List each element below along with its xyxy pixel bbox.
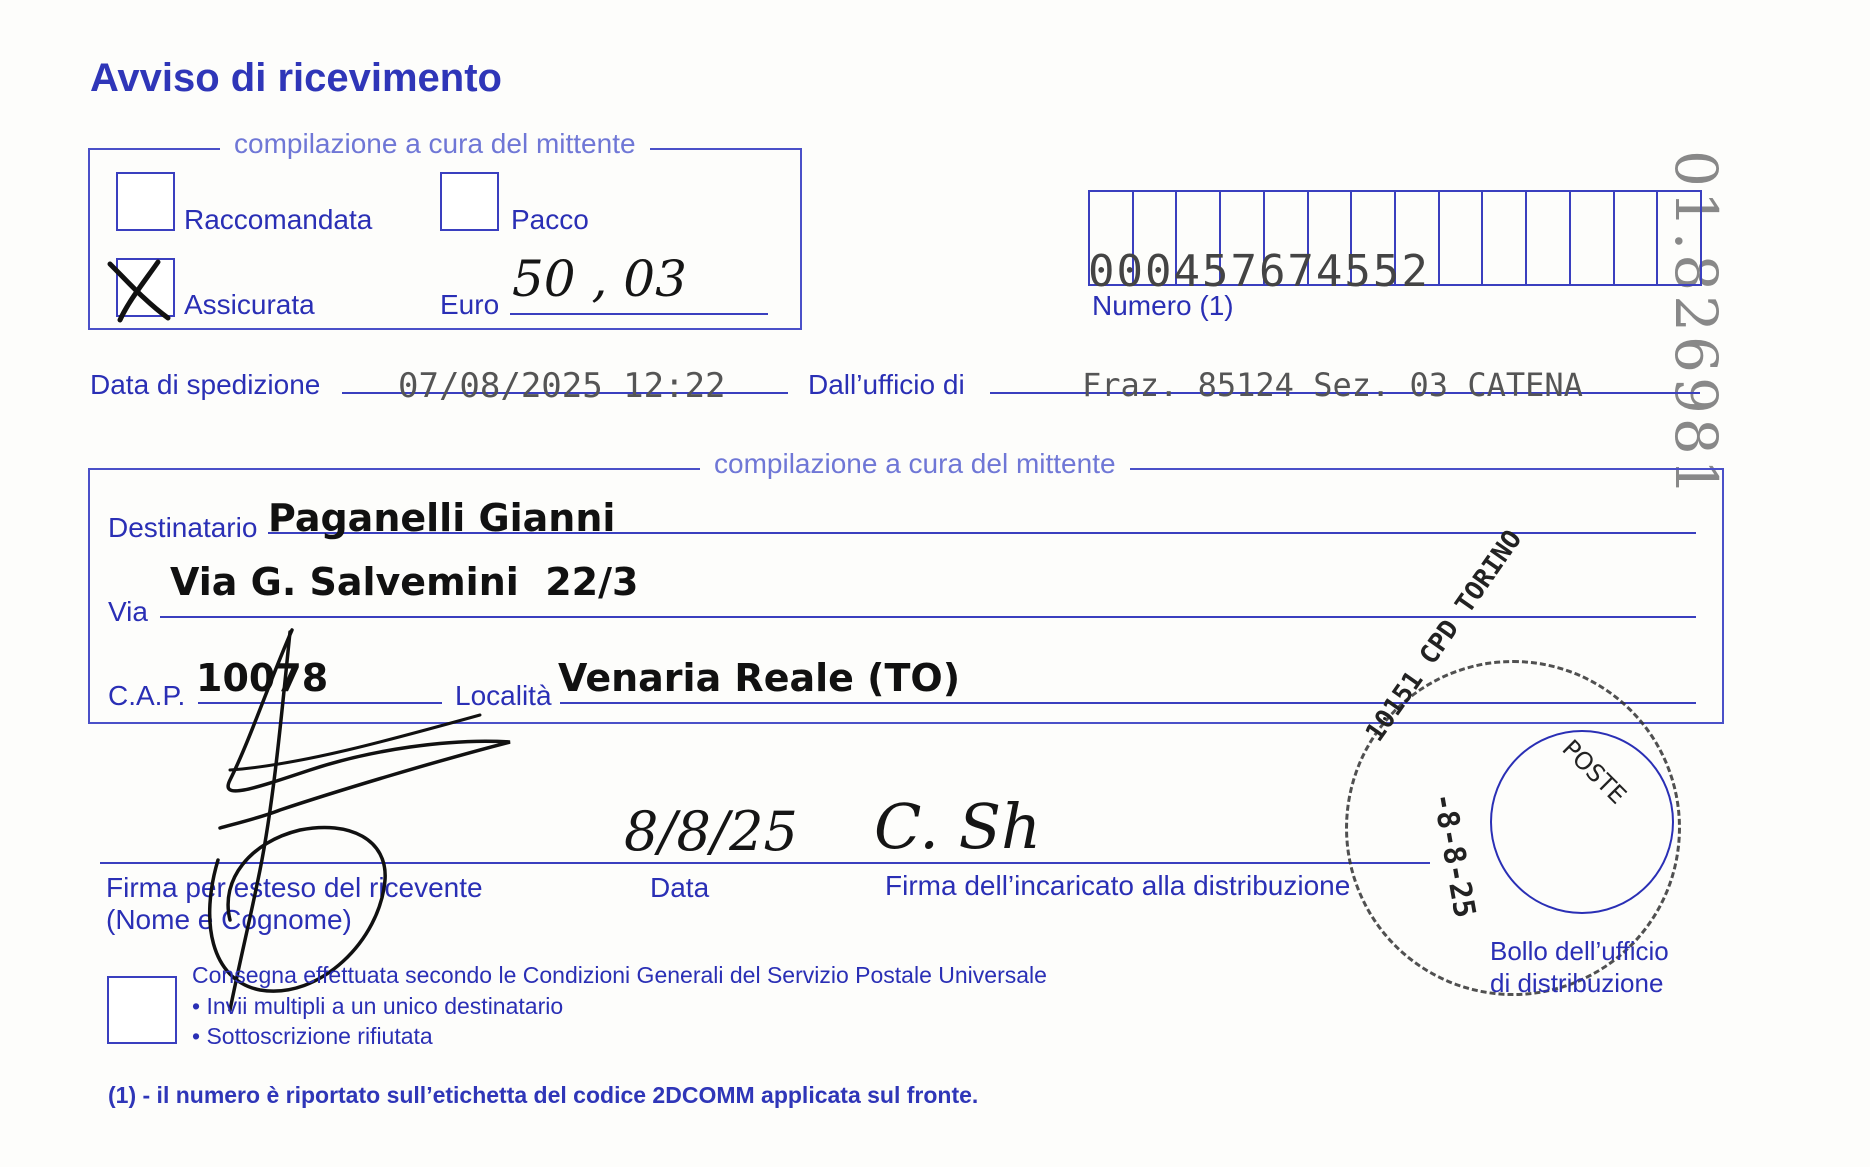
receiver-label-1: Firma per esteso del ricevente (106, 872, 483, 903)
numero-label: Numero (1) (1092, 290, 1234, 321)
cap-label: C.A.P. (108, 680, 186, 711)
localita-value: Venaria Reale (TO) (558, 656, 961, 700)
postmark-outer-text: 10151 CPD TORINO (1360, 524, 1529, 748)
raccomandata-label: Raccomandata (184, 204, 373, 235)
page-title: Avviso di ricevimento (90, 56, 502, 100)
consegna-checkbox[interactable] (107, 976, 177, 1044)
via-value: Via G. Salvemini 22/3 (170, 560, 639, 604)
assicurata-label: Assicurata (184, 289, 315, 320)
destinatario-value: Paganelli Gianni (268, 496, 616, 540)
numero-value: 000457674552 (1088, 246, 1430, 297)
assicurata-checkbox[interactable] (116, 258, 175, 317)
courier-signature: C. Sh (874, 790, 1042, 863)
data-spedizione-label: Data di spedizione (90, 369, 321, 400)
pacco-checkbox[interactable] (440, 172, 499, 231)
sender-section-legend: compilazione a cura del mittente (220, 128, 650, 160)
receiver-signature (190, 620, 530, 1020)
raccomandata-checkbox[interactable] (116, 172, 175, 231)
ufficio-value: Fraz. 85124 Sez. 03 CATENA (1082, 366, 1583, 404)
localita-label: Località (455, 680, 552, 711)
pacco-label: Pacco (511, 204, 589, 235)
postmark-date: -8-8-25 (1425, 790, 1482, 921)
check-mark-icon (106, 254, 176, 324)
consegna-line-3: • Sottoscrizione rifiutata (192, 1023, 433, 1049)
footnote: (1) - il numero è riportato sull’etichetta del codice 2DCOMM applicata sul fronte. (108, 1082, 979, 1108)
recipient-section-legend: compilazione a cura del mittente (700, 448, 1130, 480)
euro-label: Euro (440, 289, 500, 320)
bollo-label-2: di distribuzione (1490, 968, 1664, 998)
receiver-label-2: (Nome e Cognome) (106, 904, 352, 935)
consegna-line-2: • Invii multipli a un unico destinatario (192, 993, 564, 1019)
side-handwriting: 01.826981 (1662, 150, 1730, 500)
destinatario-label: Destinatario (108, 512, 258, 543)
data-value: 8/8/25 (624, 800, 798, 863)
courier-label: Firma dell’incaricato alla distribuzione (885, 870, 1351, 901)
cap-value: 10078 (196, 656, 329, 700)
via-label: Via (108, 596, 148, 627)
ufficio-label: Dall’ufficio di (808, 369, 965, 400)
data-spedizione-value: 07/08/2025 12:22 (398, 366, 726, 406)
bollo-label-1: Bollo dell’ufficio (1490, 936, 1669, 966)
postmark-inner-text: POSTE (1556, 734, 1632, 810)
euro-value: 50 , 03 (512, 250, 687, 308)
consegna-line-1: Consegna effettuata secondo le Condizioni Generali del Servizio Postale Universale (192, 962, 1047, 988)
data-label: Data (650, 872, 710, 903)
